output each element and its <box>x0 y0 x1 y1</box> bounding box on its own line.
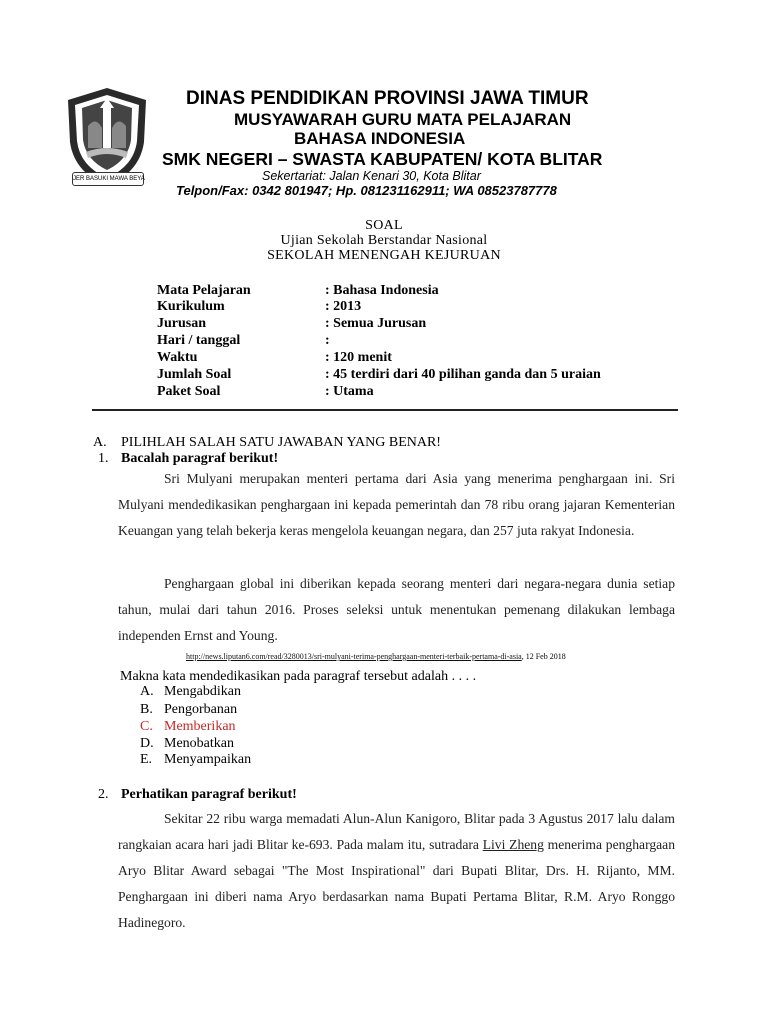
option-letter: D. <box>140 736 154 751</box>
info-label: Paket Soal <box>157 384 221 399</box>
question-number: 2. <box>98 787 109 802</box>
question-heading: Perhatikan paragraf berikut! <box>121 787 297 802</box>
doc-school-level: SEKOLAH MENENGAH KEJURUAN <box>267 248 501 263</box>
info-value: : Bahasa Indonesia <box>325 283 439 298</box>
option-letter: A. <box>140 684 154 699</box>
info-label: Mata Pelajaran <box>157 283 251 298</box>
header-contact: Telpon/Fax: 0342 801947; Hp. 081231162911; WA 08523787778 <box>176 183 557 198</box>
info-label: Jumlah Soal <box>157 367 232 382</box>
header-agency: DINAS PENDIDIKAN PROVINSI JAWA TIMUR <box>186 88 589 109</box>
header-address: Sekertariat: Jalan Kenari 30, Kota Blitar <box>262 169 481 183</box>
option-text: Menyampaikan <box>164 752 252 767</box>
option-text: Memberikan <box>164 719 236 734</box>
info-label: Kurikulum <box>157 299 225 314</box>
header-forum: MUSYAWARAH GURU MATA PELAJARAN <box>234 110 572 129</box>
section-instruction: PILIHLAH SALAH SATU JAWABAN YANG BENAR! <box>121 435 441 450</box>
info-label: Hari / tanggal <box>157 333 241 348</box>
doc-title: SOAL <box>365 218 403 233</box>
option-text: Mengabdikan <box>164 684 241 699</box>
question-number: 1. <box>98 451 109 466</box>
info-value: : <box>325 333 330 348</box>
reading-paragraph: Sri Mulyani merupakan menteri pertama dari Asia yang menerima penghargaan ini. Sri Mulyani mendedikasikan penghargaan ini kepada pemerintah dan 78 ribu orang jajaran Kementerian Keuangan yang telah bekerja keras mengelola keuangan negara, dan 257 juta rakyat Indonesia. <box>118 471 675 538</box>
header-schools: SMK NEGERI – SWASTA KABUPATEN/ KOTA BLITAR <box>162 149 603 169</box>
info-value: : Semua Jurusan <box>325 316 427 331</box>
person-name-link: Livi Zheng <box>482 837 544 852</box>
info-value: : 45 terdiri dari 40 pilihan ganda dan 5 uraian <box>325 367 601 382</box>
question-heading: Bacalah paragraf berikut! <box>121 451 279 466</box>
question-prompt: Makna kata mendedikasikan pada paragraf tersebut adalah . . . . <box>120 669 477 684</box>
option-c-highlighted[interactable] <box>140 719 236 735</box>
option-letter: C. <box>140 719 153 734</box>
header-divider <box>92 409 678 411</box>
logo-motto-banner: JER BASUKI MAWA BEYA <box>72 172 144 186</box>
option-e[interactable] <box>140 752 251 768</box>
info-label: Waktu <box>157 350 198 365</box>
option-a[interactable] <box>140 684 241 700</box>
option-text: Menobatkan <box>164 736 234 751</box>
info-value: : 120 menit <box>325 350 392 365</box>
reading-paragraph: Sekitar 22 ribu warga memadati Alun-Alun Kanigoro, Blitar pada 3 Agustus 2017 lalu dalam rangkaian acara hari jadi Blitar ke-693. Pada malam itu, sutradara Livi Zheng menerima penghargaan Aryo Blitar Award sebagai "The Most Inspirational" dari Bupati Blitar, Drs. H. Rijanto, MM. Penghargaan ini diberi nama Aryo berdasarkan nama Bupati Pertama Blitar, R.M. Aryo Ronggo Hadinegoro. <box>118 811 676 930</box>
source-citation: http://news.liputan6.com/read/3280013/sri-mulyani-terima-penghargaan-menteri-terbaik-pertama-di-asia, 12 Feb 2018 <box>186 652 566 661</box>
reading-paragraph: Penghargaan global ini diberikan kepada seorang menteri dari negara-negara dunia setiap tahun, mulai dari tahun 2016. Proses seleksi untuk menentukan pemenang dilakukan lembaga independen Ernst and Young. <box>118 576 675 643</box>
section-letter: A. <box>93 435 107 450</box>
option-letter: B. <box>140 702 153 717</box>
doc-exam-name: Ujian Sekolah Berstandar Nasional <box>280 233 488 248</box>
option-b[interactable] <box>140 702 237 718</box>
option-text: Pengorbanan <box>164 702 238 717</box>
source-link[interactable]: http://news.liputan6.com/read/3280013/sri-mulyani-terima-penghargaan-menteri-terbaik-pertama-di-asia <box>186 652 522 661</box>
option-letter: E. <box>140 752 153 767</box>
info-label: Jurusan <box>157 316 207 331</box>
info-value: : Utama <box>325 384 374 399</box>
option-d[interactable] <box>140 736 234 752</box>
header-subject: BAHASA INDONESIA <box>294 129 466 148</box>
info-value: : 2013 <box>325 299 362 314</box>
